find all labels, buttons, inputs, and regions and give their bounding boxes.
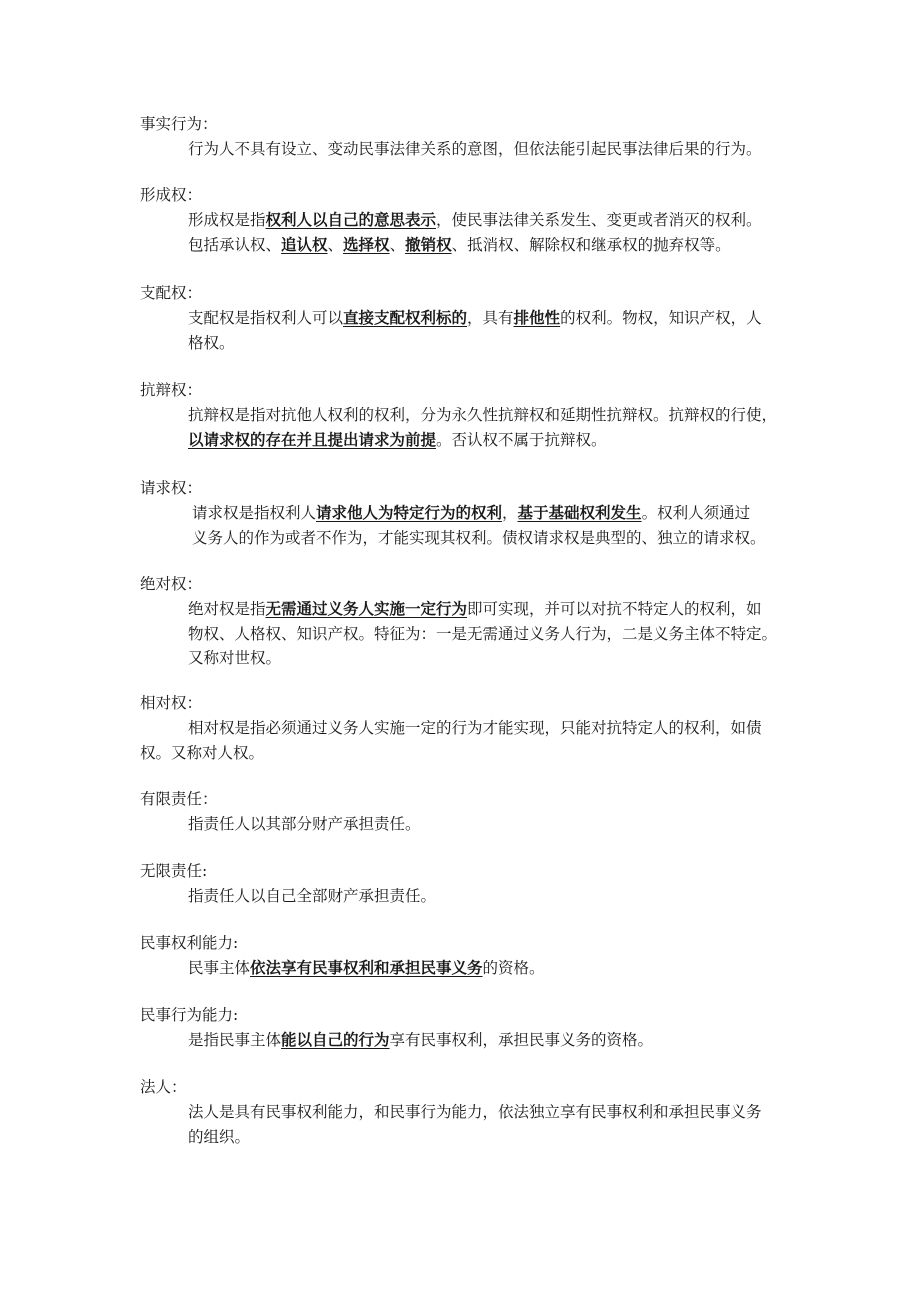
emphasized-key-phrase: 选择权 — [343, 234, 390, 254]
text-run: 绝对权是指 — [188, 600, 266, 618]
text-run: ，具有 — [467, 309, 514, 327]
text-run: ， — [502, 504, 518, 522]
definition-line — [188, 1125, 803, 1150]
text-run: 形成权是指 — [188, 211, 266, 229]
emphasized-key-phrase: 直接支配权利标的 — [343, 308, 468, 327]
definition-line — [188, 331, 803, 356]
text-run: 包括承认权、 — [188, 235, 282, 254]
text-run: 指责任人以自己全部财产承担责任。 — [188, 887, 437, 905]
entry-term: 形成权： — [140, 186, 203, 204]
text-run: 支配权是指权利人可以 — [188, 309, 344, 327]
definition-line — [188, 137, 803, 162]
entry-definition — [140, 716, 803, 765]
definition-line — [188, 208, 803, 233]
entry-term: 支配权： — [140, 284, 203, 302]
entry-term: 抗辩权： — [140, 381, 203, 399]
definition-line — [192, 501, 807, 526]
emphasized-key-phrase: 依法享有民事权利和承担民事义务 — [250, 958, 483, 977]
entry-definition — [188, 306, 803, 355]
text-run: 享有民事权利，承担民事义务的资格。 — [389, 1031, 654, 1049]
text-run: 的权利。物权，知识产权，人 — [560, 309, 762, 327]
definition-line — [188, 956, 803, 981]
text-run: 、 — [389, 235, 406, 254]
text-run: 格权。 — [188, 333, 235, 352]
text-run: 。权利人须通过 — [641, 504, 751, 522]
definition-line — [188, 233, 803, 258]
emphasized-key-phrase: 追认权 — [281, 234, 328, 254]
text-run: 物权、人格权、知识产权。特征为：一是无需通过义务人行为，二是义务主体不特定。 — [188, 624, 778, 643]
text-run: 即可实现，并可以对抗不特定人的权利，如 — [467, 600, 762, 618]
text-run: 义务人的作为或者不作为，才能实现其权利。债权请求权是典型的、独立的请求权。 — [192, 528, 766, 547]
definition-line — [188, 1100, 803, 1125]
entry-term: 相对权： — [140, 694, 203, 712]
entry-definition — [188, 956, 803, 981]
entry-term: 民事行为能力: — [140, 1006, 239, 1024]
entry-term: 民事权利能力: — [140, 934, 239, 952]
emphasized-key-phrase: 无需通过义务人实施一定行为 — [265, 599, 468, 618]
entry-definition — [188, 137, 803, 162]
entry-definition — [188, 1028, 803, 1053]
text-run: 相对权是指必须通过义务人实施一定的行为才能实现，只能对抗特定人的权利，如债 — [188, 719, 762, 737]
entry-definition — [192, 501, 807, 550]
text-run: 、 — [327, 235, 344, 254]
definition-line — [188, 403, 803, 428]
entry-definition — [188, 403, 803, 452]
text-run: 又称对世权。 — [188, 649, 282, 667]
text-run: ，使民事法律关系发生、变更或者消灭的权利。 — [436, 211, 762, 229]
text-run: 。否认权不属于抗辩权。 — [436, 430, 607, 449]
definition-line — [188, 1028, 803, 1053]
entry-term: 法人： — [140, 1078, 187, 1096]
text-run: 法人是具有民事权利能力，和民事行为能力，依法独立享有民事权利和承担民事义务 — [188, 1103, 762, 1121]
text-run: 行为人不具有设立、变动民事法律关系的意图，但依法能引起民事法律后果的行为。 — [188, 140, 762, 158]
text-run: 的资格。 — [482, 959, 545, 977]
definition-line — [188, 622, 803, 647]
text-run: 、抵消权、解除权和继承权的抛弃权等。 — [451, 235, 731, 254]
text-run: 指责任人以其部分财产承担责任。 — [188, 815, 421, 833]
text-run: 民事主体 — [188, 959, 251, 977]
entry-term: 事实行为： — [140, 115, 218, 133]
entry-term: 绝对权： — [140, 575, 203, 593]
emphasized-key-phrase: 能以自己的行为 — [281, 1030, 390, 1049]
definition-line — [188, 646, 803, 671]
emphasized-key-phrase: 基于基础权利发生 — [517, 503, 642, 522]
entry-term: 有限责任： — [140, 790, 218, 808]
entry-definition — [188, 1100, 803, 1149]
definition-line — [140, 741, 803, 766]
definition-line — [188, 812, 803, 837]
definition-line — [188, 884, 803, 909]
text-run: 的组织。 — [188, 1127, 251, 1146]
emphasized-key-phrase: 撤销权 — [405, 234, 452, 254]
emphasized-key-phrase: 请求他人为特定行为的权利 — [316, 503, 503, 522]
definition-line — [188, 716, 803, 741]
emphasized-key-phrase: 排他性 — [513, 308, 561, 327]
definition-line — [188, 428, 803, 453]
text-run: 抗辩权是指对抗他人权利的权利，分为永久性抗辩权和延期性抗辩权。抗辩权的行使， — [188, 406, 778, 424]
text-run: 权。又称对人权。 — [140, 743, 265, 762]
definition-line — [192, 526, 807, 551]
entry-definition — [188, 884, 803, 909]
entry-definition — [188, 208, 803, 257]
entry-term: 请求权： — [140, 479, 203, 497]
entry-definition — [188, 812, 803, 837]
definition-line — [188, 306, 803, 331]
text-run: 请求权是指权利人 — [192, 504, 317, 522]
emphasized-key-phrase: 以请求权的存在并且提出请求为前提 — [188, 429, 437, 449]
emphasized-key-phrase: 权利人以自己的意思表示 — [265, 210, 437, 229]
definition-line — [188, 597, 803, 622]
entry-definition — [188, 597, 803, 671]
text-run: 是指民事主体 — [188, 1031, 282, 1049]
entry-term: 无限责任: — [140, 862, 208, 880]
